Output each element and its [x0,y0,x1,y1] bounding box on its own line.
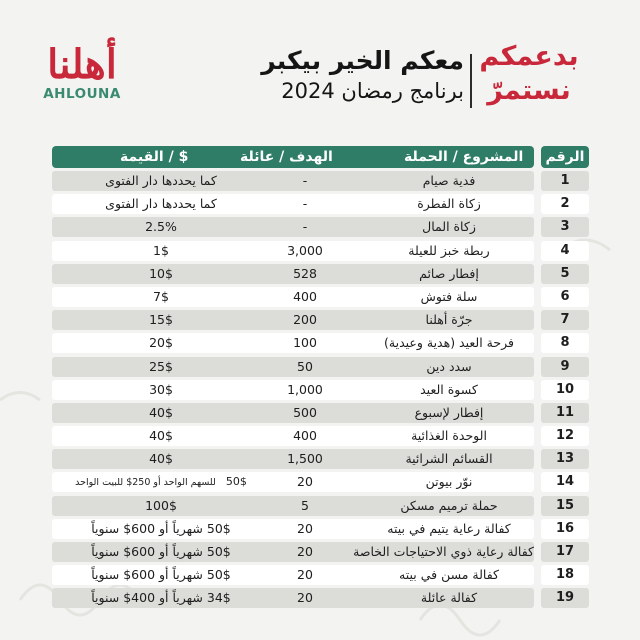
cell-value: 50$ شهرياً أو 600$ سنوياً [91,567,231,583]
logo-latin: AHLOUNA [43,86,121,102]
cell-number: 17 [541,542,589,562]
cell-number: 8 [541,333,589,353]
cell-value-text: للسهم الواحد أو 250$ للبيت الواحد [75,477,216,489]
table-row [0,541,640,564]
cell-value: 10$ [149,265,173,281]
cell-value: 1$ [153,242,169,258]
cell-number: 7 [541,310,589,330]
header-number: الرقم [541,146,589,168]
cell-value: 100$ [145,497,177,513]
cell-number: 11 [541,403,589,423]
cell-number: 1 [541,171,589,191]
cell-value: 40$ [149,428,173,444]
cell-target: - [302,219,308,235]
table-header [52,146,534,168]
cell-project: جرّة أهلنا [425,312,473,328]
cell-project: كسوة العيد [420,381,478,397]
cell-target: 400 [293,428,317,444]
cell-number: 6 [541,287,589,307]
table-row [0,170,640,193]
table-row [0,263,640,286]
table-row [0,379,640,402]
cell-target: - [302,196,308,212]
table-row [0,495,640,518]
cell-number: 13 [541,449,589,469]
cell-value: 50$ شهرياً أو 600$ سنوياً [91,520,231,536]
cell-target: 20 [297,520,313,536]
cell-target: 50 [297,358,313,374]
header-target: الهدف / عائلة [240,149,333,165]
cell-target: 20 [297,544,313,559]
cell-target: 100 [293,335,317,351]
table-row [0,286,640,309]
table-row [0,564,640,587]
cell-project: فدية صيام [422,173,476,188]
cell-number: 12 [541,426,589,446]
cell-value: 20$ [149,335,173,351]
cell-project: إفطار صائم [419,265,479,281]
header-project: المشروع / الحملة [404,149,524,165]
table-row [0,240,640,263]
cell-value [56,472,266,492]
table-body [0,170,640,611]
cell-target: 500 [293,404,317,420]
table-row [0,356,640,379]
cell-value: 15$ [149,312,173,328]
cell-value: 40$ [149,404,173,420]
cell-number: 18 [541,565,589,585]
table-row [0,448,640,471]
cell-value: 34$ شهرياً أو 400$ سنوياً [91,590,231,606]
cell-value: كما يحددها دار الفتوى [105,173,217,188]
cell-project: كفالة عائلة [420,590,478,606]
cell-project: زكاة المال [422,219,476,235]
cell-project: كفالة رعاية ذوي الاحتياجات الخاصة [353,544,534,559]
table-row [0,309,640,332]
slogan-line-2: نستمرّ [487,75,571,106]
logo-arabic: أهلنا [47,41,117,88]
cell-project: فرحة العيد (هدية وعيدية) [384,335,514,351]
cell-project: الوحدة الغذائية [411,428,487,444]
table-row [0,518,640,541]
slogan-line-1: بدعمكم [479,41,579,72]
cell-number: 15 [541,496,589,516]
cell-target: - [302,173,308,188]
cell-number: 2 [541,194,589,214]
cell-project: القسائم الشرائية [405,451,493,467]
cell-project: حملة ترميم مسكن [400,497,498,513]
cell-number: 4 [541,241,589,261]
table-row [0,193,640,216]
cell-number: 3 [541,217,589,237]
cell-value-prefix: 50$ [225,475,247,489]
cell-target: 5 [301,497,309,513]
cell-target: 528 [293,265,317,281]
cell-number: 14 [541,472,589,492]
cell-number: 19 [541,588,589,608]
cell-target: 20 [297,567,313,583]
cell-value: كما يحددها دار الفتوى [105,196,217,212]
cell-number: 9 [541,357,589,377]
cell-project: كفالة رعاية يتيم في بيته [387,520,511,536]
table-row [0,402,640,425]
table-row [0,425,640,448]
cell-value: 25$ [149,358,173,374]
cell-project: سدد دين [426,358,472,374]
cell-target: 20 [297,590,313,606]
page-title: معكم الخير بيكبر [261,46,464,75]
cell-project: كفالة مسن في بيته [399,567,499,583]
cell-project: إفطار لإسبوع [414,404,484,420]
cell-target: 200 [293,312,317,328]
cell-value: 30$ [149,381,173,397]
cell-project: زكاة الفطرة [417,196,481,212]
table-row [0,216,640,239]
title-block [261,45,464,105]
cell-target: 400 [293,288,317,304]
header-value: القيمة / $ [120,149,189,165]
cell-project: ربطة خبز للعيلة [408,242,490,258]
cell-value: 40$ [149,451,173,467]
cell-number: 10 [541,380,589,400]
cell-project: سلة فتوش [420,288,478,304]
cell-target: 3,000 [287,242,323,258]
cell-value: 2.5% [145,219,177,235]
cell-project: نوّر بيوتن [425,474,473,490]
cell-number: 16 [541,519,589,539]
cell-number: 5 [541,264,589,284]
table-row [0,471,640,494]
ahlouna-logo [42,42,122,112]
cell-value: 50$ شهرياً أو 600$ سنوياً [91,544,231,559]
table-row [0,587,640,610]
cell-value: 7$ [153,288,169,304]
cell-target: 1,000 [287,381,323,397]
table-row [0,332,640,355]
cell-target: 20 [297,474,313,490]
slogan [470,40,588,108]
cell-target: 1,500 [287,451,323,467]
page-subtitle: برنامج رمضان 2024 [281,79,464,103]
